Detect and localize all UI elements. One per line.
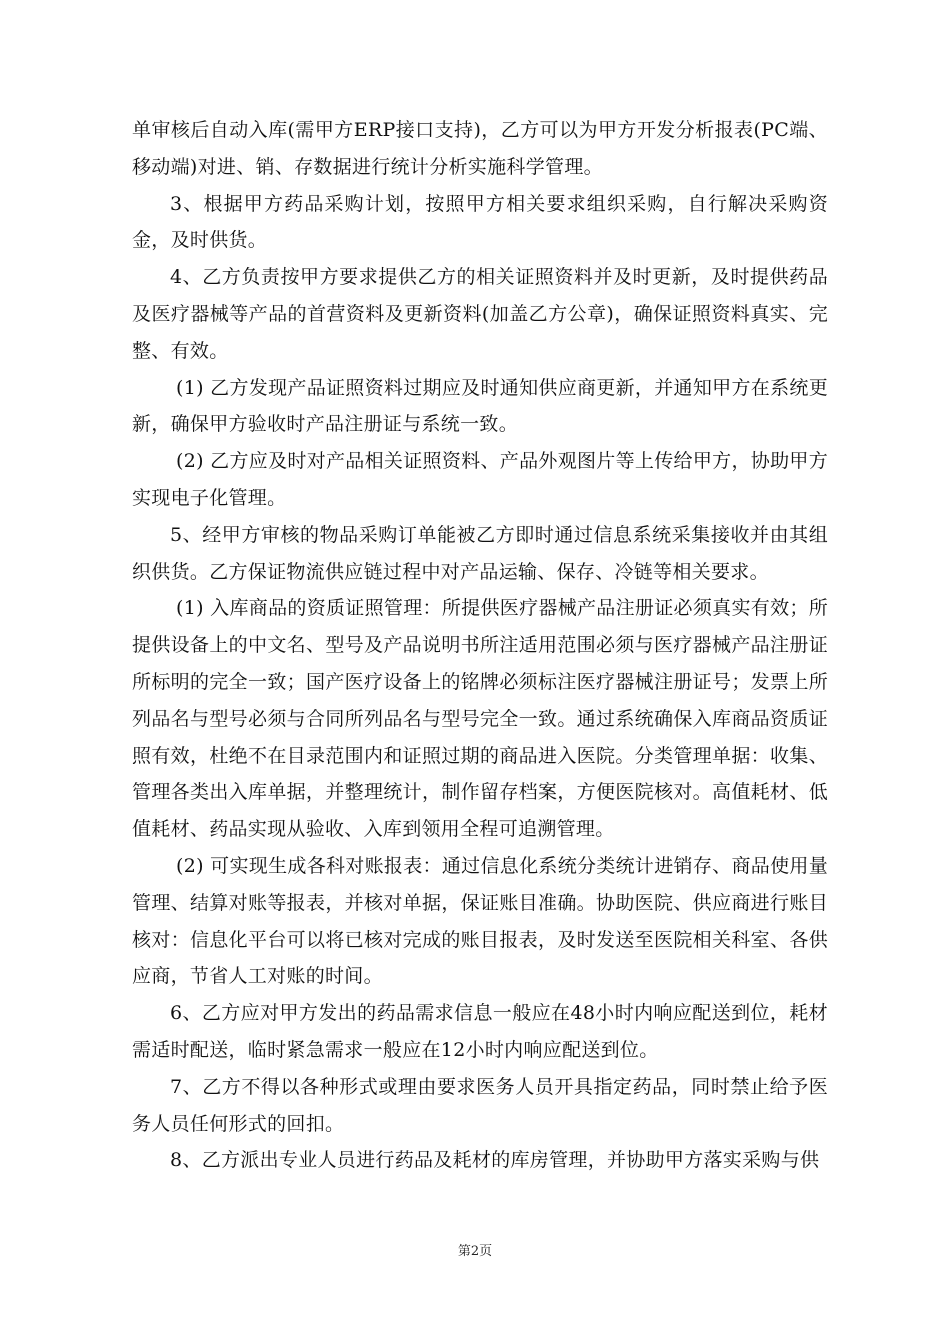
paragraph-item-4-1: (1) 乙方发现产品证照资料过期应及时通知供应商更新，并通知甲方在系统更新，确保甲方验收时产品注册证与系统一致。 [132, 376, 828, 436]
paragraph-item-5-1: (1) 入库商品的资质证照管理：所提供医疗器械产品注册证必须真实有效；所提供设备上的中文名、型号及产品说明书所注适用范围必须与医疗器械产品注册证所标明的完全一致；国产医疗设备上的铭牌必须标注医疗器械注册证号；发票上所列品名与型号必须与合同所列品名与型号完全一致。通过系统确保入库商品资质证照有效，杜绝不在目录范围内和证照过期的商品进入医院。分类管理单据：收集、管理各类出入库单据，并整理统计，制作留存档案，方便医院核对。高值耗材、低值耗材、药品实现从验收、入库到领用全程可追溯管理。 [132, 597, 828, 841]
paragraph-item-5-2: (2) 可实现生成各科对账报表：通过信息化系统分类统计进销存、商品使用量管理、结算对账等报表，并核对单据，保证账目准确。协助医院、供应商进行账目核对：信息化平台可以将已核对完成的账目报表，及时发送至医院相关科室、各供应商，节省人工对账的时间。 [132, 854, 828, 988]
paragraph-item-7: 7、乙方不得以各种形式或理由要求医务人员开具指定药品，同时禁止给予医务人员任何形式的回扣。 [132, 1075, 828, 1135]
paragraph-continuation: 单审核后自动入库(需甲方ERP接口支持)，乙方可以为甲方开发分析报表(PC端、移动端)对进、销、存数据进行统计分析实施科学管理。 [132, 119, 828, 178]
paragraph-item-8: 8、乙方派出专业人员进行药品及耗材的库房管理，并协助甲方落实采购与供 [170, 1149, 820, 1172]
paragraph-item-5: 5、经甲方审核的物品采购订单能被乙方即时通过信息系统采集接收并由其组织供货。乙方保证物流供应链过程中对产品运输、保存、冷链等相关要求。 [132, 523, 828, 583]
paragraph-item-3: 3、根据甲方药品采购计划，按照甲方相关要求组织采购，自行解决采购资金，及时供货。 [132, 192, 828, 252]
page-number-footer: 第2页 [457, 1244, 493, 1259]
document-body [132, 112, 828, 1179]
paragraph-item-4-2: (2) 乙方应及时对产品相关证照资料、产品外观图片等上传给甲方，协助甲方实现电子化管理。 [132, 450, 828, 509]
paragraph-item-4: 4、乙方负责按甲方要求提供乙方的相关证照资料并及时更新，及时提供药品及医疗器械等产品的首营资料及更新资料(加盖乙方公章)，确保证照资料真实、完整、有效。 [132, 266, 828, 362]
paragraph-item-6: 6、乙方应对甲方发出的药品需求信息一般应在48小时内响应配送到位，耗材需适时配送，临时紧急需求一般应在12小时内响应配送到位。 [132, 1002, 828, 1061]
